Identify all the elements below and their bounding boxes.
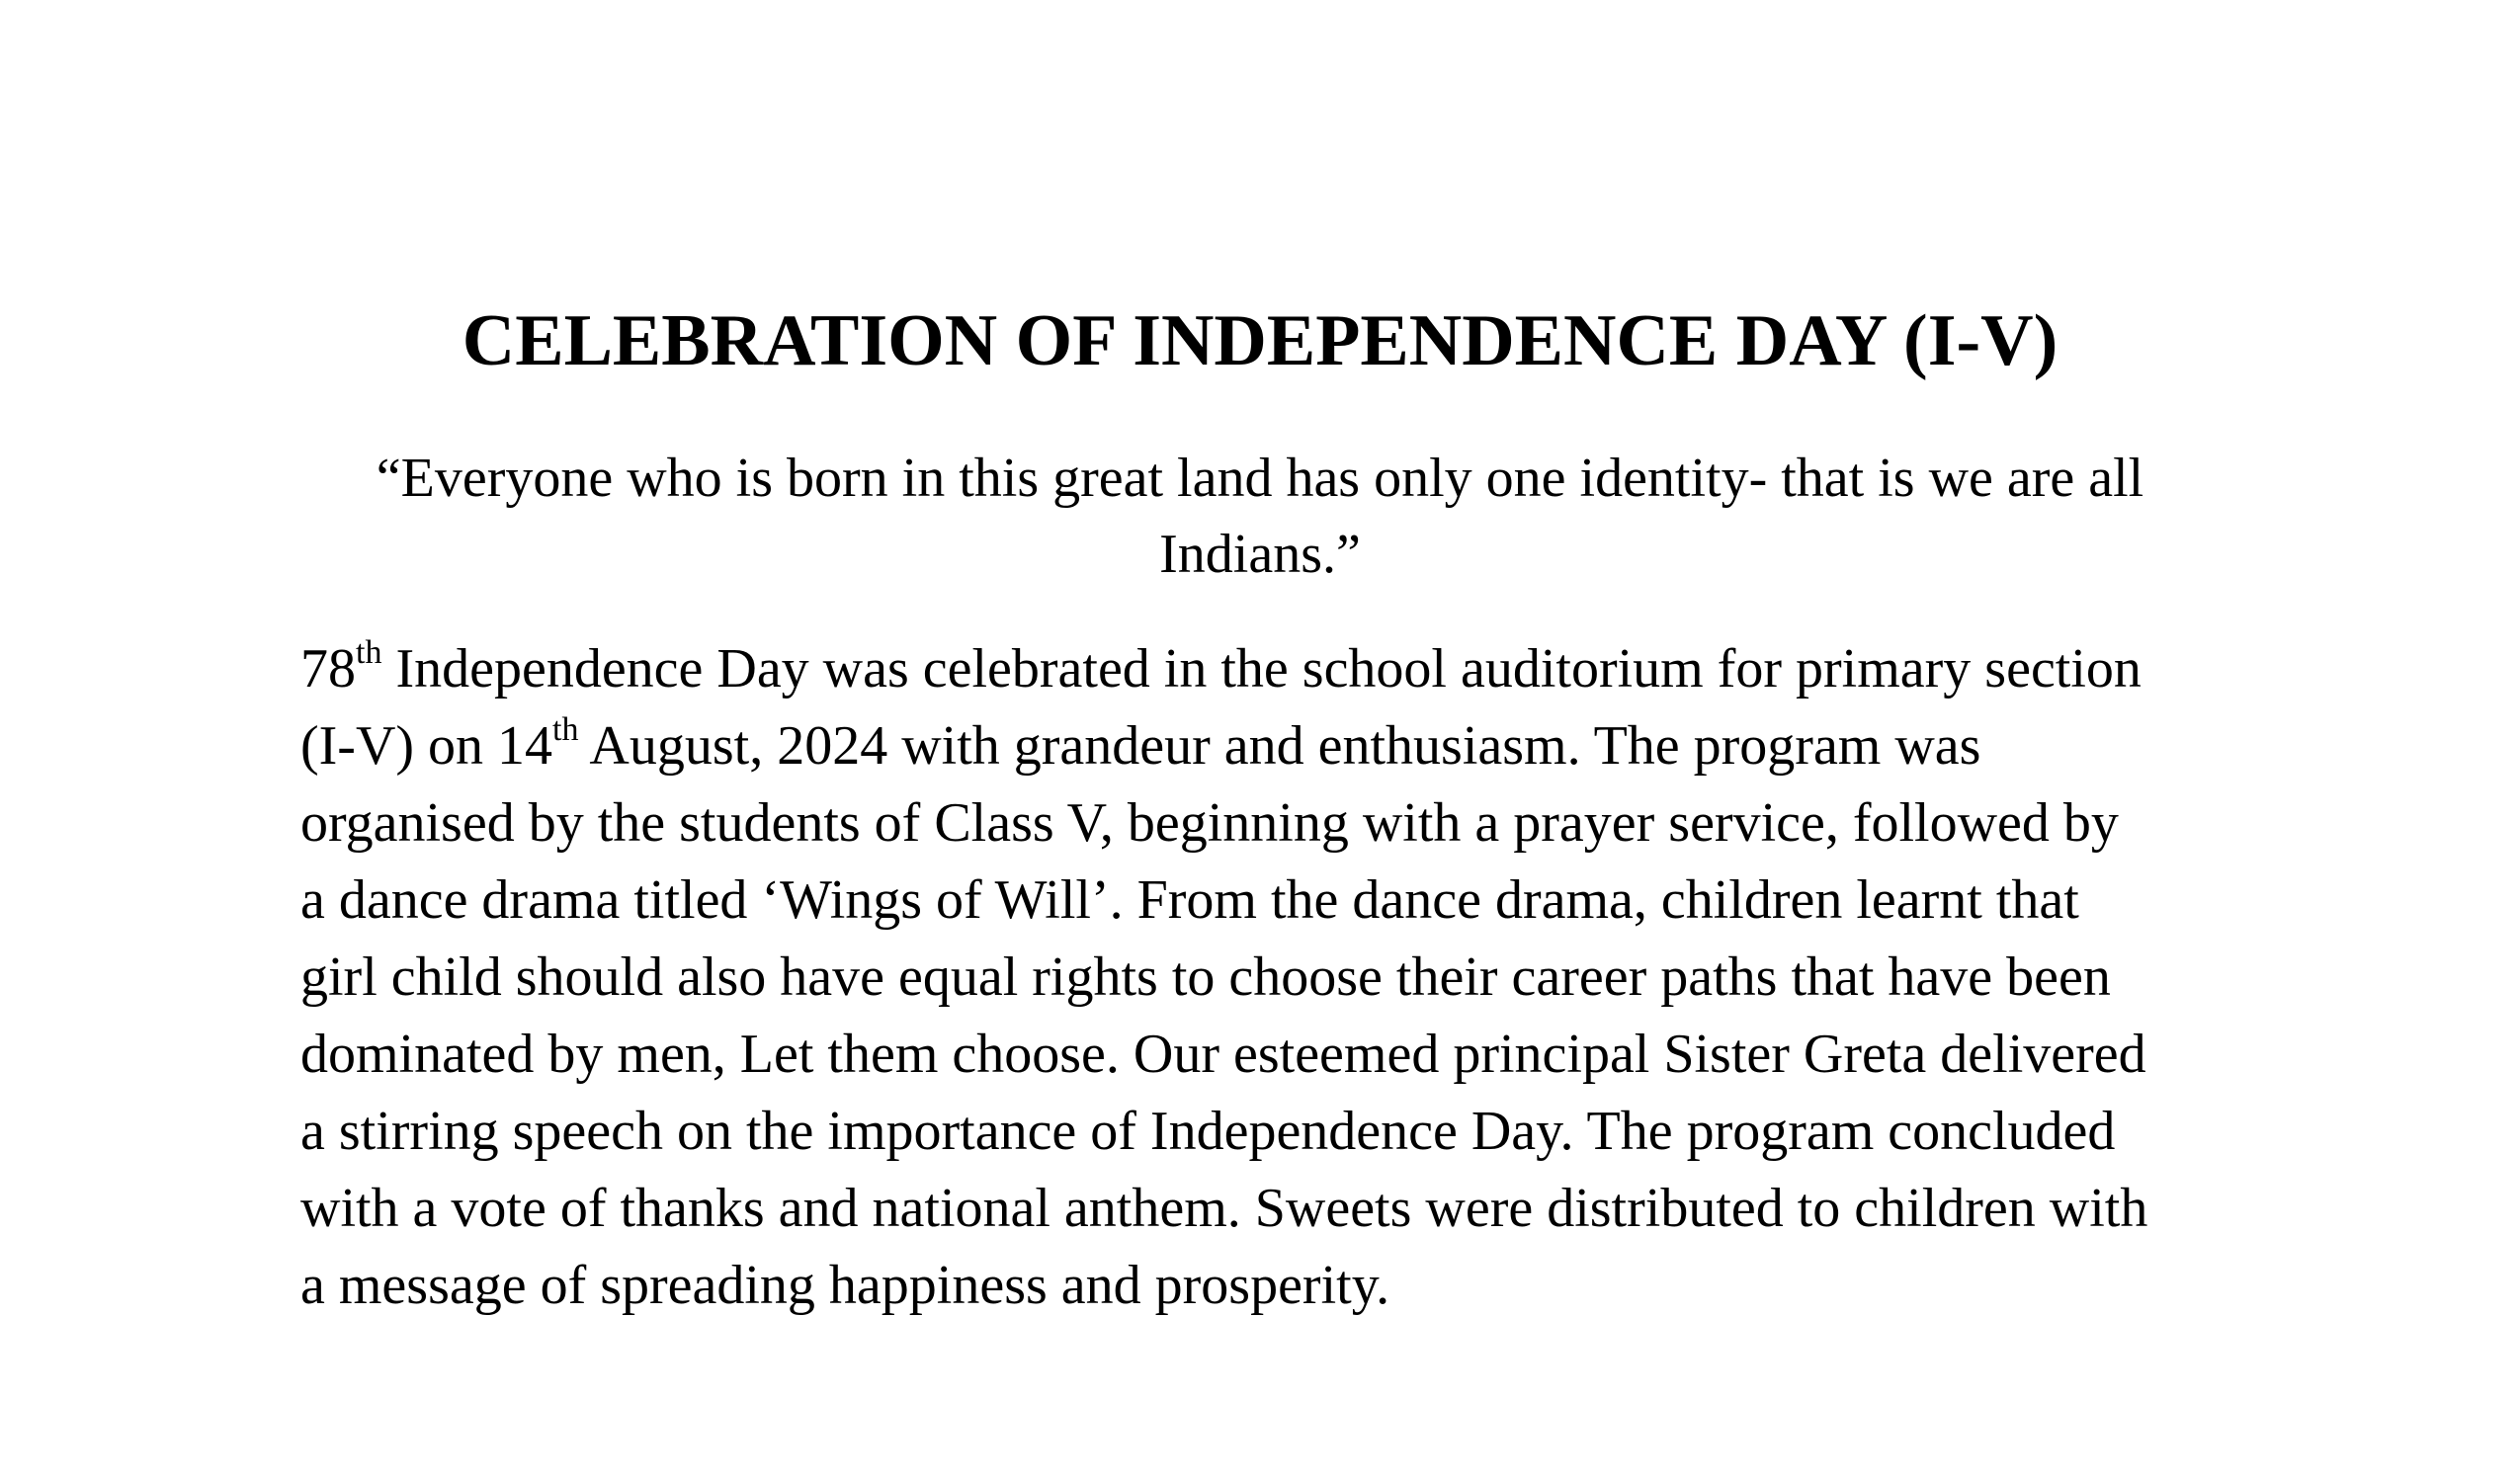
- paragraph-line-2: [300, 707, 2267, 784]
- date-suffix: th: [552, 711, 579, 749]
- paragraph-line-7: a stirring speech on the importance of Independence Day. The program concluded: [300, 1101, 2116, 1162]
- date-prefix: (I-V) on 14: [300, 715, 553, 777]
- opening-quote: [296, 441, 2224, 593]
- paragraph-line-4: a dance drama titled ‘Wings of Will’. From the dance drama, children learnt that: [300, 869, 2079, 931]
- paragraph-line-2-text: August, 2024 with grandeur and enthusiasm. The program was: [578, 715, 1981, 777]
- ordinal-suffix: th: [356, 634, 382, 672]
- paragraph-line-5: girl child should also have equal rights to choose their career paths that have been: [300, 946, 2111, 1008]
- paragraph-line-9: a message of spreading happiness and prosperity.: [300, 1255, 1390, 1316]
- paragraph-line-3: organised by the students of Class V, beginning with a prayer service, followed by: [300, 792, 2119, 854]
- page-title: CELEBRATION OF INDEPENDENCE DAY (I-V): [462, 300, 2058, 381]
- paragraph-line-8: with a vote of thanks and national anthem. Sweets were distributed to children with: [300, 1178, 2148, 1239]
- quote-line-1: “Everyone who is born in this great land has only one identity- that is we are all: [376, 448, 2144, 509]
- ordinal-number: 78: [300, 638, 356, 699]
- quote-line-2: Indians.”: [1159, 524, 1361, 585]
- report-paragraph: [300, 630, 2267, 1324]
- paragraph-line-1: [300, 630, 2267, 707]
- paragraph-line-1-text: Independence Day was celebrated in the school auditorium for primary section: [381, 638, 2142, 699]
- paragraph-line-6: dominated by men, Let them choose. Our esteemed principal Sister Greta delivered: [300, 1024, 2146, 1085]
